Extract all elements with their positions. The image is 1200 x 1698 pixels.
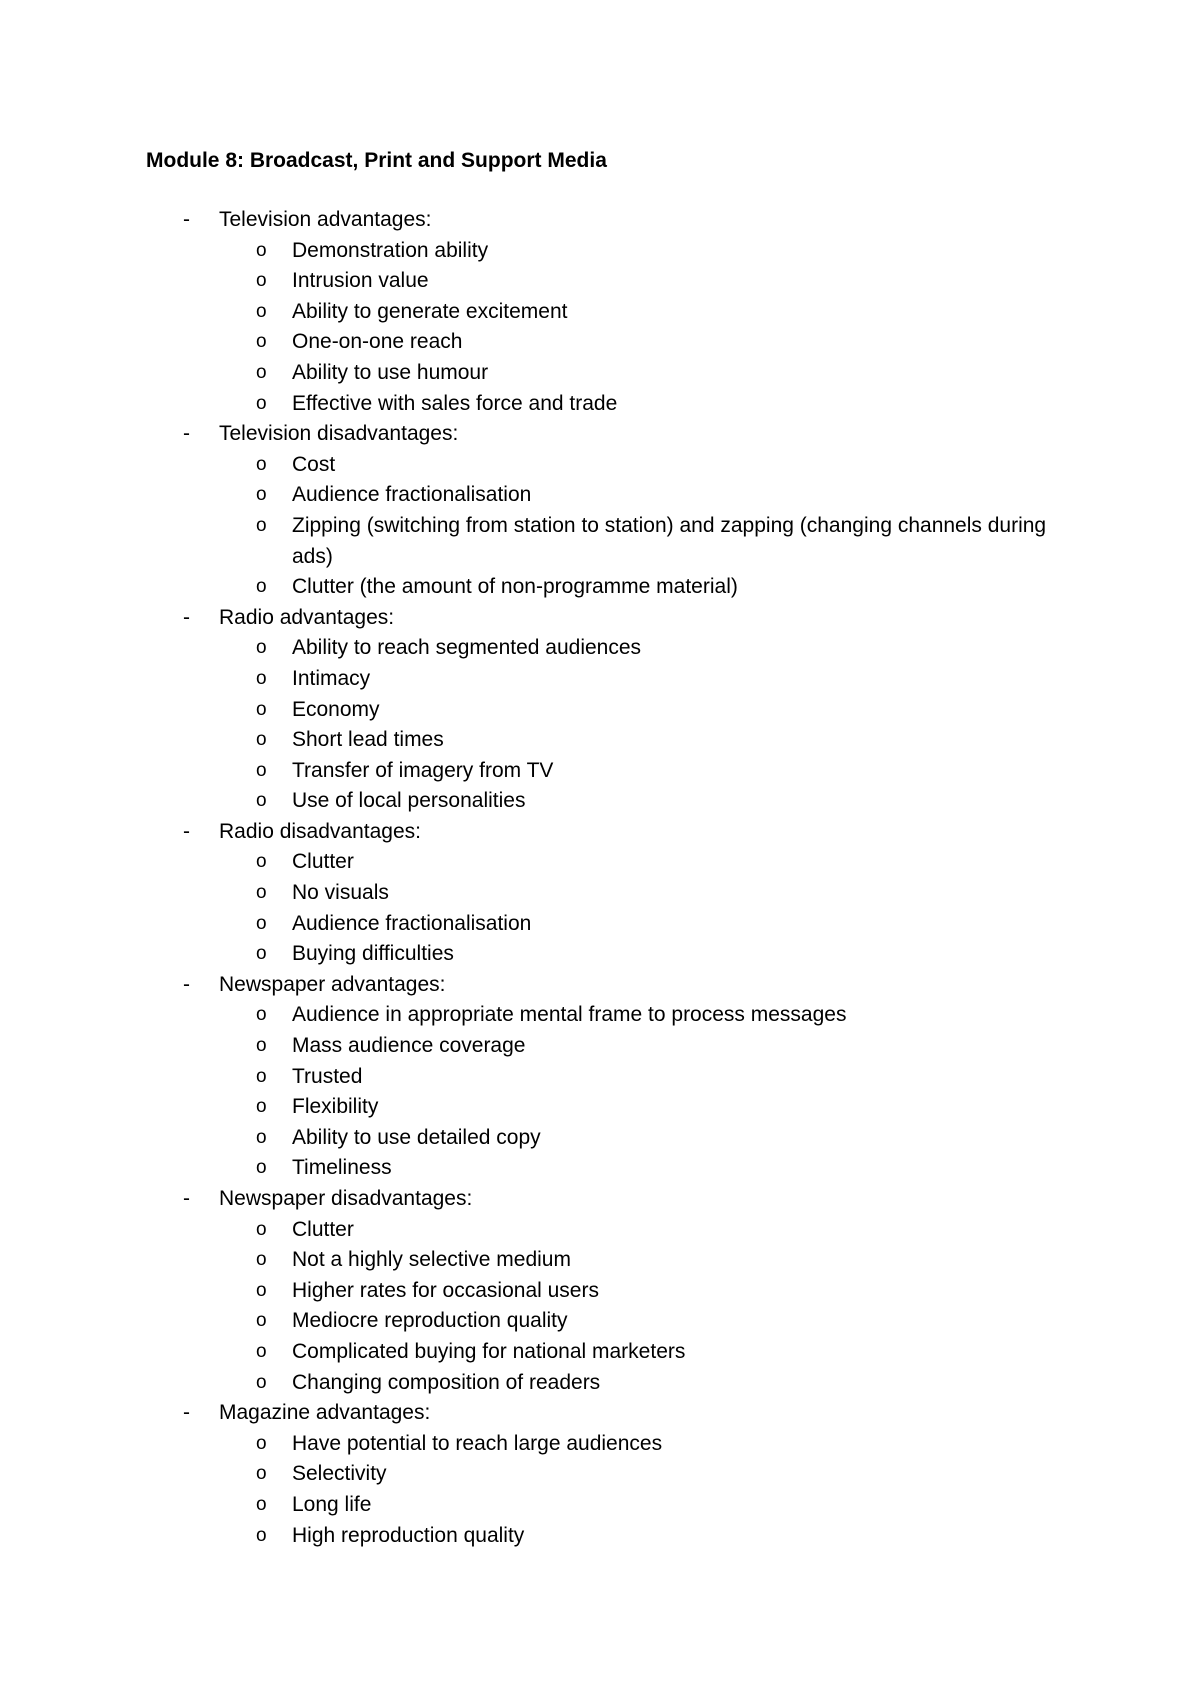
list-item-text: Have potential to reach large audiences [292, 1431, 663, 1455]
dash-bullet: - [183, 1401, 190, 1425]
list-item [0, 1276, 1200, 1307]
list-item-text: Clutter (the amount of non-programme material) [292, 575, 738, 599]
circle-bullet: o [256, 667, 267, 689]
list-item-text: Flexibility [292, 1095, 379, 1119]
list-item [0, 725, 1200, 756]
circle-bullet: o [256, 729, 267, 751]
list-item-text: Use of local personalities [292, 789, 526, 813]
list-item-text: Ability to generate excitement [292, 299, 568, 323]
circle-bullet: o [256, 1065, 267, 1087]
list-item [0, 909, 1200, 940]
circle-bullet: o [256, 1218, 267, 1240]
list-item [0, 572, 1200, 603]
list-item [0, 1000, 1200, 1031]
list-item [0, 756, 1200, 787]
section-label: Newspaper disadvantages: [219, 1187, 473, 1210]
list-item-text: Intimacy [292, 666, 371, 690]
section-items [0, 450, 1200, 603]
circle-bullet: o [256, 851, 267, 873]
list-item [0, 1062, 1200, 1093]
list-item-text: Trusted [292, 1064, 363, 1088]
list-item [0, 1459, 1200, 1490]
dash-bullet: - [183, 819, 190, 843]
list-item [0, 939, 1200, 970]
list-item [0, 450, 1200, 481]
notes-outline [0, 205, 1200, 1551]
list-item-text: Higher rates for occasional users [292, 1278, 599, 1302]
list-item-text: Not a highly selective medium [292, 1248, 571, 1272]
list-item [0, 633, 1200, 664]
circle-bullet: o [256, 1340, 267, 1362]
circle-bullet: o [256, 1035, 267, 1057]
list-item-text: Audience fractionalisation [292, 483, 532, 507]
outline-section [0, 419, 1200, 603]
list-item [0, 878, 1200, 909]
list-item [0, 1337, 1200, 1368]
list-item-text: Demonstration ability [292, 238, 489, 262]
circle-bullet: o [256, 361, 267, 383]
section-heading [0, 970, 1200, 1001]
section-label: Radio advantages: [219, 605, 395, 629]
list-item-text: Ability to reach segmented audiences [292, 636, 642, 660]
list-item-text: Audience in appropriate mental frame to process messages [292, 1003, 847, 1027]
list-item-text: One-on-one reach [292, 330, 463, 354]
circle-bullet: o [256, 576, 267, 598]
list-item [0, 847, 1200, 878]
circle-bullet: o [256, 637, 267, 659]
list-item-text: High reproduction quality [292, 1523, 525, 1547]
list-item-text: Transfer of imagery from TV [292, 758, 554, 782]
list-item [0, 480, 1200, 511]
section-label: Magazine advantages: [219, 1401, 431, 1425]
section-label: Newspaper advantages: [219, 972, 446, 996]
list-item [0, 1490, 1200, 1521]
circle-bullet: o [256, 759, 267, 781]
list-item-text: Complicated buying for national marketers [292, 1339, 686, 1363]
list-item [0, 1306, 1200, 1337]
list-item [0, 236, 1200, 267]
section-heading [0, 419, 1200, 450]
list-item [0, 1368, 1200, 1399]
section-label: Television disadvantages: [219, 422, 459, 446]
list-item [0, 695, 1200, 726]
circle-bullet: o [256, 239, 267, 261]
circle-bullet: o [256, 1524, 267, 1546]
circle-bullet: o [256, 1432, 267, 1454]
circle-bullet: o [256, 912, 267, 934]
list-item-text: Short lead times [292, 728, 444, 752]
circle-bullet: o [256, 1249, 267, 1271]
list-item-text: Ability to use humour [292, 360, 489, 384]
list-item [0, 327, 1200, 358]
list-item [0, 664, 1200, 695]
dash-bullet: - [183, 972, 190, 996]
section-heading [0, 1184, 1200, 1215]
section-heading [0, 817, 1200, 848]
list-item-text: Economy [292, 697, 380, 721]
circle-bullet: o [256, 1371, 267, 1393]
list-item-text: Selectivity [292, 1462, 387, 1486]
circle-bullet: o [256, 1310, 267, 1332]
outline-section [0, 205, 1200, 419]
section-heading [0, 1398, 1200, 1429]
circle-bullet: o [256, 943, 267, 965]
list-item-text: Long life [292, 1492, 372, 1516]
circle-bullet: o [256, 453, 267, 475]
circle-bullet: o [256, 392, 267, 414]
circle-bullet: o [256, 1157, 267, 1179]
list-item [0, 358, 1200, 389]
circle-bullet: o [256, 882, 267, 904]
section-label: Radio disadvantages: [219, 819, 421, 843]
list-item-text: Changing composition of readers [292, 1370, 601, 1394]
circle-bullet: o [256, 1463, 267, 1485]
list-item-text: Zipping (switching from station to station) and zapping (changing channels during ads) [292, 513, 1047, 568]
list-item [0, 1123, 1200, 1154]
circle-bullet: o [256, 331, 267, 353]
dash-bullet: - [183, 208, 190, 231]
list-item-text: No visuals [292, 881, 389, 905]
section-items [0, 236, 1200, 420]
list-item-text: Clutter [292, 1217, 354, 1241]
circle-bullet: o [256, 698, 267, 720]
circle-bullet: o [256, 1004, 267, 1026]
list-item-text: Effective with sales force and trade [292, 391, 618, 415]
section-heading [0, 603, 1200, 634]
list-item [0, 1429, 1200, 1460]
list-item [0, 297, 1200, 328]
dash-bullet: - [183, 1187, 190, 1210]
circle-bullet: o [256, 1279, 267, 1301]
section-heading [0, 205, 1200, 236]
dash-bullet: - [183, 605, 190, 629]
list-item-text: Timeliness [292, 1156, 392, 1180]
section-items [0, 1000, 1200, 1184]
outline-section [0, 1398, 1200, 1551]
dash-bullet: - [183, 422, 190, 446]
section-items [0, 633, 1200, 817]
list-item [0, 1521, 1200, 1552]
circle-bullet: o [256, 1126, 267, 1148]
list-item-text: Ability to use detailed copy [292, 1125, 541, 1149]
list-item [0, 1245, 1200, 1276]
list-item [0, 389, 1200, 420]
outline-section [0, 817, 1200, 970]
list-item [0, 511, 1200, 572]
section-label: Television advantages: [219, 208, 432, 231]
list-item-text: Intrusion value [292, 269, 429, 293]
list-item-text: Mass audience coverage [292, 1034, 526, 1058]
list-item-text: Audience fractionalisation [292, 911, 532, 935]
section-items [0, 1215, 1200, 1399]
circle-bullet: o [256, 300, 267, 322]
outline-section [0, 970, 1200, 1184]
list-item [0, 1031, 1200, 1062]
list-item [0, 1153, 1200, 1184]
document-title: Module 8: Broadcast, Print and Support Media [146, 149, 607, 172]
list-item-text: Buying difficulties [292, 942, 454, 966]
circle-bullet: o [256, 514, 267, 536]
section-items [0, 1429, 1200, 1551]
list-item [0, 1092, 1200, 1123]
list-item [0, 266, 1200, 297]
outline-section [0, 603, 1200, 817]
section-items [0, 847, 1200, 969]
circle-bullet: o [256, 484, 267, 506]
circle-bullet: o [256, 1096, 267, 1118]
circle-bullet: o [256, 790, 267, 812]
list-item [0, 1215, 1200, 1246]
outline-section [0, 1184, 1200, 1398]
list-item-text: Mediocre reproduction quality [292, 1309, 568, 1333]
list-item [0, 786, 1200, 817]
circle-bullet: o [256, 270, 267, 292]
list-item-text: Cost [292, 452, 336, 476]
circle-bullet: o [256, 1493, 267, 1515]
list-item-text: Clutter [292, 850, 354, 874]
